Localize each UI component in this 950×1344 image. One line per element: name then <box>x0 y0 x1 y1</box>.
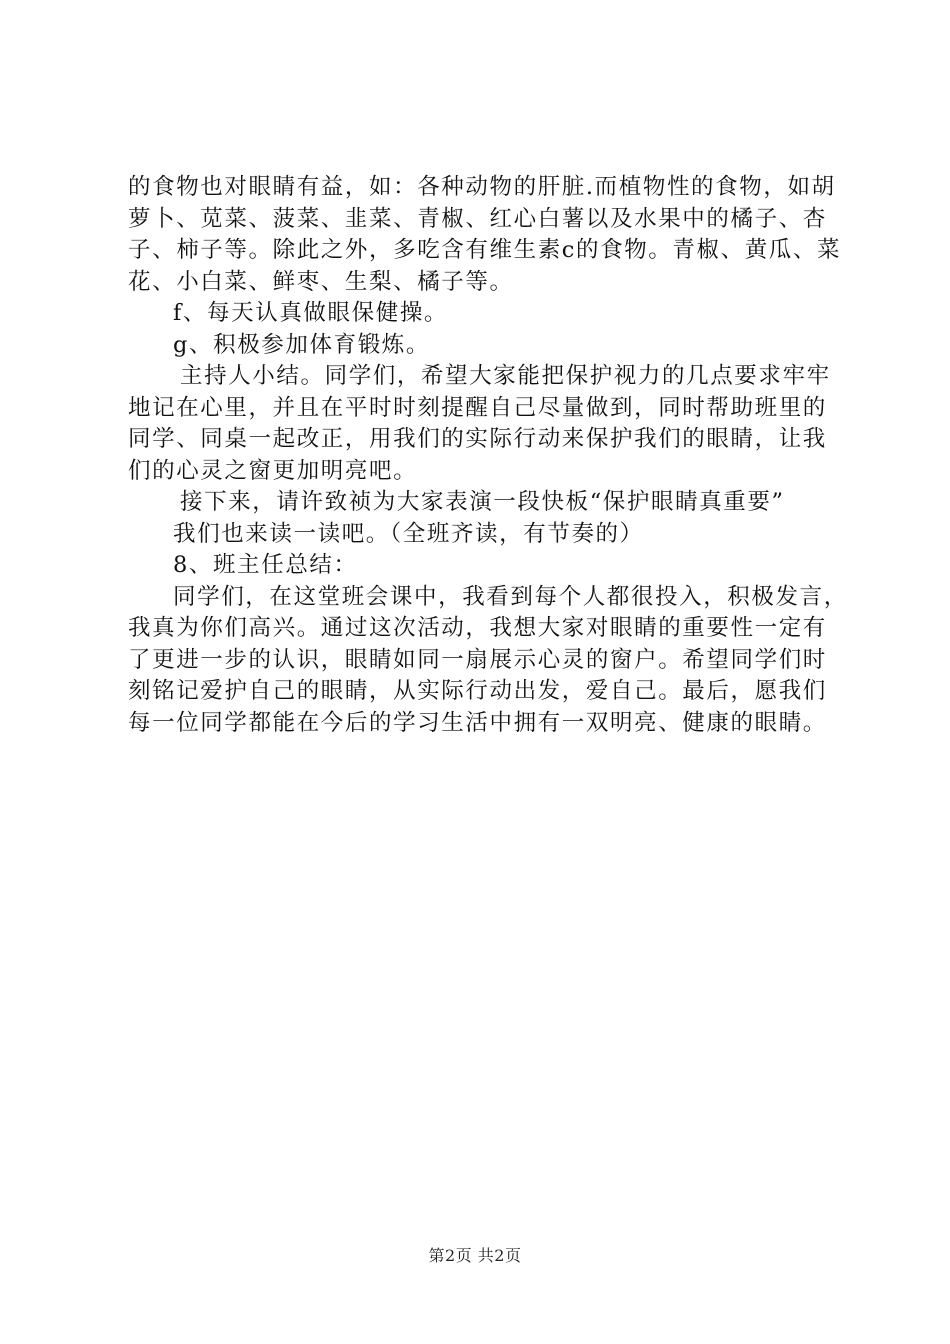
paragraph-performance: 接下来，请许致祯为大家表演一段快板“保护眼睛真重要” <box>180 489 785 515</box>
paragraph-teacher-summary: 同学们，在这堂班会课中，我看到每个人都很投入，积极发言，我真为你们高兴。通过这次活动，我想大家对眼睛的重要性一定有了更进一步的认识，眼睛如同一扇展示心灵的窗户。希望同学们时刻铭记爱护自己的眼睛，从实际行动出发，爱自己。最后，愿我们每一位同学都能在今后的学习生活中拥有一双明亮、健康的眼睛。 <box>128 583 848 736</box>
paragraph-read-together: 我们也来读一读吧。（全班齐读，有节奏的） <box>173 520 644 547</box>
page-number-footer: 第2页 共2页 <box>428 1246 522 1265</box>
paragraph-sports: g、积极参加体育锻炼。 <box>173 331 431 358</box>
paragraph-teacher-summary-heading: 8、班主任总结： <box>173 552 358 578</box>
paragraph-host-summary: 主持人小结。同学们，希望大家能把保护视力的几点要求牢牢地记在心里，并且在平时时刻提醒自己尽量做到，同时帮助班里的同学、同桌一起改正，用我们的实际行动来保护我们的眼睛，让我们的心灵之窗更加明亮吧。 <box>128 363 831 484</box>
paragraph-food-list: 的食物也对眼睛有益，如：各种动物的肝脏.而植物性的食物，如胡萝卜、苋菜、菠菜、韭菜、青椒、红心白薯以及水果中的橘子、杏子、柿子等。除此之外，多吃含有维生素c的食物。青椒、黄瓜、菜花、小白菜、鲜枣、生梨、橘子等。 <box>128 174 842 295</box>
document-body <box>128 172 848 739</box>
paragraph-eye-exercise: f、每天认真做眼保健操。 <box>173 300 449 326</box>
